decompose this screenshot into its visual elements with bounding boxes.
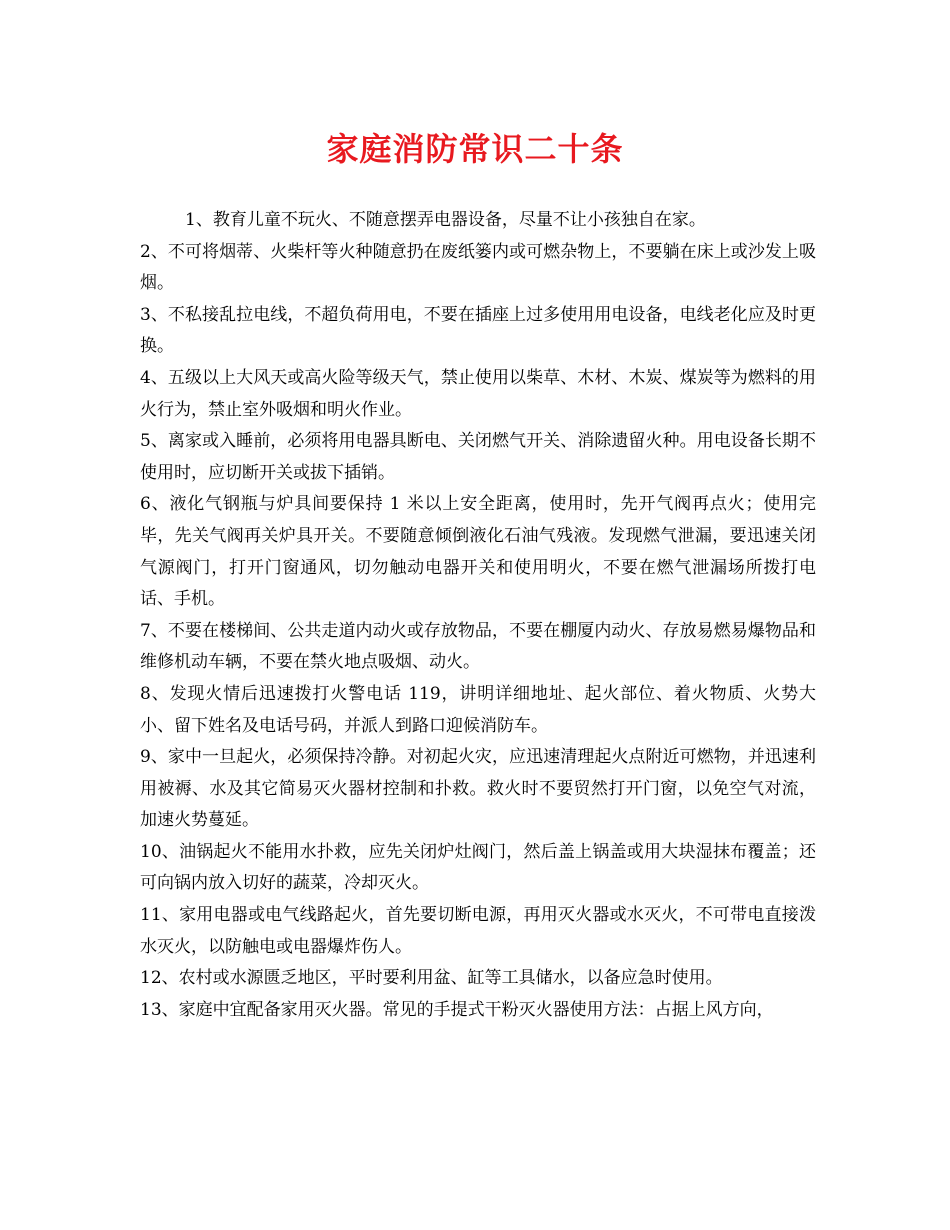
paragraph-1: 1、教育儿童不玩火、不随意摆弄电器设备，尽量不让小孩独自在家。 (185, 210, 706, 230)
paragraph-9: 9、家中一旦起火，必须保持冷静。对初起火灾，应迅速清理起火点附近可燃物，并迅速利用被褥、水及其它简易灭火器材控制和扑救。救火时不要贸然打开门窗，以免空气对流，加速火势蔓延。 (140, 747, 816, 831)
paragraph-4: 4、五级以上大风天或高火险等级天气，禁止使用以柴草、木材、木炭、煤炭等为燃料的用火行为，禁止室外吸烟和明火作业。 (140, 367, 816, 420)
document-title: 家庭消防常识二十条 (326, 130, 624, 168)
paragraph-12: 12、农村或水源匮乏地区，平时要利用盆、缸等工具储水，以备应急时使用。 (140, 968, 723, 989)
paragraph-11: 11、家用电器或电气线路起火，首先要切断电源，再用灭火器或水灭火，不可带电直接泼水灭火，以防触电或电器爆炸伤人。 (140, 905, 816, 957)
paragraph-13: 13、家庭中宜配备家用灭火器。常见的手提式干粉灭火器使用方法：占据上风方向， (140, 999, 774, 1020)
paragraph-8: 8、发现火情后迅速拨打火警电话 119，讲明详细地址、起火部位、着火物质、火势大小、留下姓名及电话号码，并派人到路口迎候消防车。 (140, 683, 816, 736)
paragraph-10: 10、油锅起火不能用水扑救，应先关闭炉灶阀门，然后盖上锅盖或用大块湿抹布覆盖；还可向锅内放入切好的蔬菜，冷却灭火。 (140, 841, 816, 894)
paragraph-7: 7、不要在楼梯间、公共走道内动火或存放物品，不要在棚厦内动火、存放易燃易爆物品和维修机动车辆，不要在禁火地点吸烟、动火。 (140, 620, 816, 673)
paragraph-5: 5、离家或入睡前，必须将用电器具断电、关闭燃气开关、消除遗留火种。用电设备长期不使用时，应切断开关或拔下插销。 (140, 431, 816, 483)
paragraph-2: 2、不可将烟蒂、火柴杆等火种随意扔在废纸篓内或可燃杂物上，不要躺在床上或沙发上吸烟。 (140, 241, 816, 294)
paragraph-6: 6、液化气钢瓶与炉具间要保持 1 米以上安全距离，使用时，先开气阀再点火；使用完毕，先关气阀再关炉具开关。不要随意倾倒液化石油气残液。发现燃气泄漏，要迅速关闭气源阀门，打开门窗通风，切勿触动电器开关和使用明火，不要在燃气泄漏场所拨打电话、手机。 (140, 494, 816, 610)
paragraph-3: 3、不私接乱拉电线，不超负荷用电，不要在插座上过多使用用电设备，电线老化应及时更换。 (140, 304, 816, 357)
document-body (140, 205, 816, 1026)
